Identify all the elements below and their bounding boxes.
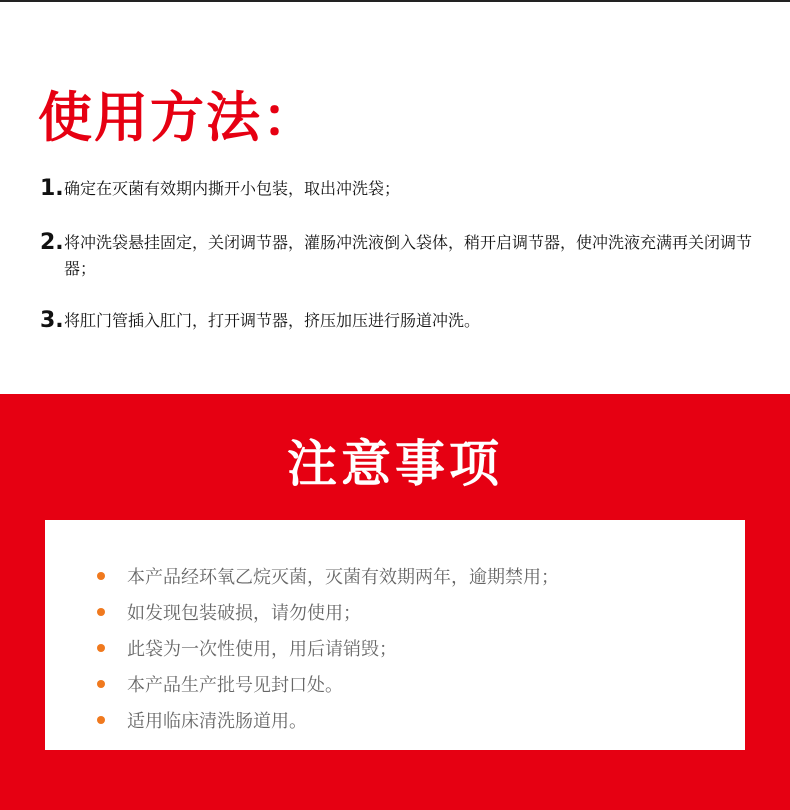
step-number: 3.: [40, 308, 64, 333]
usage-step-1: [40, 176, 760, 202]
step-text: 确定在灭菌有效期内撕开小包装，取出冲洗袋；: [64, 179, 401, 198]
notice-item-text: 此袋为一次性使用，用后请销毁；: [127, 639, 397, 660]
step-number: 2.: [40, 230, 64, 255]
notice-item-text: 本产品生产批号见封口处。: [127, 675, 343, 696]
step-text: 将肛门管插入肛门，打开调节器，挤压加压进行肠道冲洗。: [64, 311, 481, 330]
bullet-dot-icon: [97, 644, 105, 652]
usage-step-3: [40, 308, 760, 334]
step-text: 将冲洗袋悬挂固定，关闭调节器，灌肠冲洗液倒入袋体，稍开启调节器，使冲洗液充满再关闭调节器；: [64, 233, 753, 278]
notice-item: [97, 630, 559, 666]
top-border: [0, 0, 790, 2]
bullet-dot-icon: [97, 716, 105, 724]
usage-step-2: [40, 230, 760, 282]
bullet-dot-icon: [97, 608, 105, 616]
notice-item-text: 适用临床清洗肠道用。: [127, 711, 307, 732]
notice-section: [0, 394, 790, 810]
notice-list: [97, 558, 559, 738]
step-number: 1.: [40, 176, 64, 201]
notice-item-text: 本产品经环氧乙烷灭菌，灭菌有效期两年，逾期禁用；: [127, 567, 559, 588]
notice-item: [97, 666, 559, 702]
notice-title: 注意事项: [287, 435, 503, 493]
notice-item: [97, 594, 559, 630]
notice-box: [45, 520, 745, 750]
notice-item: [97, 558, 559, 594]
notice-item: [97, 702, 559, 738]
notice-item-text: 如发现包装破损，请勿使用；: [127, 603, 361, 624]
bullet-dot-icon: [97, 572, 105, 580]
bullet-dot-icon: [97, 680, 105, 688]
usage-title: 使用方法：: [38, 86, 318, 149]
